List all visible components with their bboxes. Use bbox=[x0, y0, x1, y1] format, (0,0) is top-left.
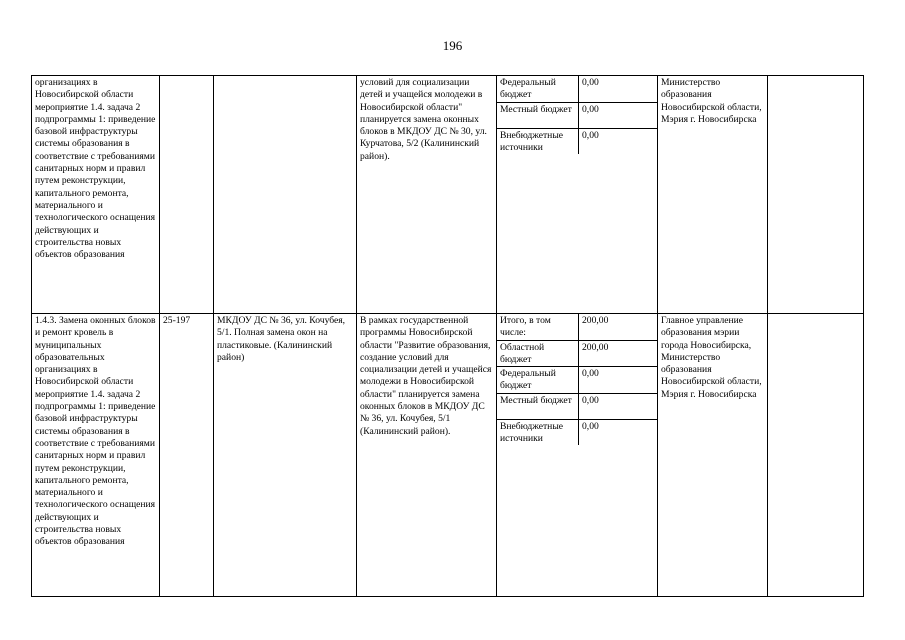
executor-cell: Министерство образования Новосибирской области, Мэрия г. Новосибирска bbox=[658, 76, 768, 314]
finance-amount: 200,00 bbox=[579, 340, 658, 367]
finance-source: Федеральный бюджет bbox=[497, 76, 579, 102]
finance-amount: 0,00 bbox=[579, 393, 658, 419]
page-number: 196 bbox=[442, 38, 463, 53]
finance-amount: 0,00 bbox=[579, 76, 658, 102]
finance-source: Итого, в том числе: bbox=[497, 314, 579, 340]
description-cell: В рамках государственной программы Новосибирской области "Развитие образования, создание условий для социализации детей и учащейся молодежи в Новосибирской области" планируется замена оконных блоков в МКДОУ ДС № 36, ул. Кочубея, 5/1 (Калининский район). bbox=[357, 314, 497, 597]
finance-amount: 200,00 bbox=[579, 314, 658, 340]
finance-row bbox=[497, 419, 657, 445]
finance-source: Внебюджетные источники bbox=[497, 419, 579, 445]
finance-amount: 0,00 bbox=[582, 420, 599, 432]
finance-row bbox=[497, 393, 657, 419]
finance-row bbox=[497, 340, 657, 367]
number-cell bbox=[160, 76, 214, 314]
finance-row bbox=[497, 314, 657, 340]
executor-cell: Главное управление образования мэрии города Новосибирска, Министерство образования Новосибирской области, Мэрия г. Новосибирска bbox=[658, 314, 768, 597]
finance-source: Местный бюджет bbox=[497, 393, 579, 419]
program-table bbox=[31, 75, 864, 597]
finance-source: Федеральный бюджет bbox=[497, 367, 579, 394]
finance-row bbox=[497, 76, 657, 102]
note-cell bbox=[768, 314, 864, 597]
finance-source: Внебюджетные источники bbox=[497, 128, 579, 154]
activity-cell: 1.4.3. Замена оконных блоков и ремонт кровель в муниципальных образовательных организациях в Новосибирской области мероприятие 1.4. задача 2 подпрограммы 1: приведение базовой инфраструктуры системы образования в соответствие с требованиями санитарных норм и правил путем реконструкции, капитального ремонта, материального и технологического оснащения действующих и строительства новых объектов образования bbox=[32, 314, 160, 597]
description-cell: условий для социализации детей и учащейся молодежи в Новосибирской области" планируется замена оконных блоков в МКДОУ ДС № 30, ул. Курчатова, 5/2 (Калининский район). bbox=[357, 76, 497, 314]
finance-cell bbox=[497, 76, 658, 314]
object-cell: МКДОУ ДС № 36, ул. Кочубея, 5/1. Полная замена окон на пластиковые. (Калининский район) bbox=[214, 314, 357, 597]
number-cell: 25-197 bbox=[160, 314, 214, 597]
finance-source: Местный бюджет bbox=[497, 102, 579, 128]
finance-amount: 0,00 bbox=[579, 367, 658, 394]
finance-table bbox=[497, 76, 657, 154]
table-row bbox=[32, 314, 864, 597]
finance-cell bbox=[497, 314, 658, 597]
finance-row bbox=[497, 367, 657, 394]
finance-amount: 0,00 bbox=[579, 102, 658, 128]
finance-row bbox=[497, 128, 657, 154]
finance-amount: 0,00 bbox=[582, 129, 599, 141]
activity-cell: организациях в Новосибирской области мероприятие 1.4. задача 2 подпрограммы 1: приведение базовой инфраструктуры системы образования в соответствие с требованиями санитарных норм и правил путем реконструкции, капитального ремонта, материального и технологического оснащения действующих и строительства новых объектов образования bbox=[32, 76, 160, 314]
finance-table bbox=[497, 314, 657, 445]
object-cell bbox=[214, 76, 357, 314]
note-cell bbox=[768, 76, 864, 314]
finance-source: Областной бюджет bbox=[497, 340, 579, 367]
finance-row bbox=[497, 102, 657, 128]
table-row bbox=[32, 76, 864, 314]
